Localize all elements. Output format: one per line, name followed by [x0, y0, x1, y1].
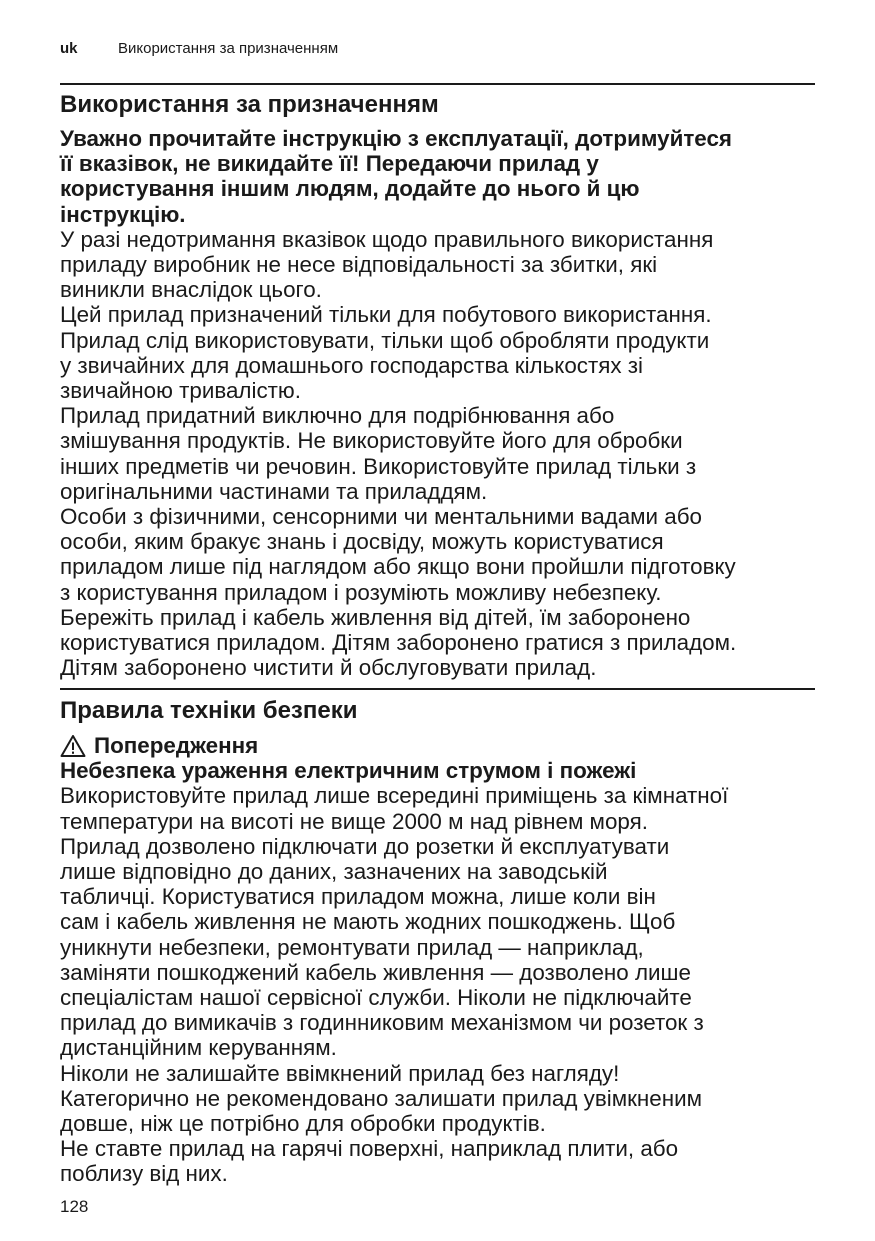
running-header: [60, 40, 338, 58]
body-paragraph: [60, 302, 820, 403]
text-line: змішування продуктів. Не використовуйте його для обробки: [60, 428, 683, 454]
text-line: користування іншим людям, додайте до нього й цю: [60, 176, 640, 202]
text-line: заміняти пошкоджений кабель живлення — дозволено лише: [60, 959, 691, 985]
text-line: Небезпека ураження електричним струмом і пожежі: [60, 758, 637, 784]
text-line: інших предметів чи речовин. Використовуйте прилад тільки з: [60, 453, 697, 479]
warning-label: Попередження: [94, 733, 259, 758]
text-line: Бережіть прилад і кабель живлення від дітей, їм заборонено: [60, 604, 691, 630]
text-line: Прилад слід використовувати, тільки щоб обробляти продукти: [60, 327, 710, 353]
text-line: поблизу від них.: [60, 1161, 228, 1187]
text-line: Прилад придатний виключно для подрібнювання або: [60, 403, 615, 429]
text-line: користуватися приладом. Дітям заборонено гратися з приладом.: [60, 630, 737, 656]
hazard-heading: [60, 758, 820, 783]
warning-triangle-icon: [60, 734, 86, 758]
text-line: Дітям заборонено чистити й обслуговувати прилад.: [60, 655, 597, 681]
text-line: у звичайних для домашнього господарства кількостях зі: [60, 352, 644, 378]
body-paragraph: [60, 783, 820, 1060]
text-line: У разі недотримання вказівок щодо правильного використання: [60, 226, 714, 252]
text-line: оригінальними частинами та приладдям.: [60, 478, 488, 504]
text-line: табличці. Користуватися приладом можна, лише коли він: [60, 884, 656, 910]
text-line: Використовуйте прилад лише всередині приміщень за кімнатної: [60, 783, 729, 809]
body-paragraph: [60, 504, 820, 680]
text-line: лише відповідно до даних, зазначених на заводській: [60, 859, 608, 884]
text-line: дистанційним керуванням.: [60, 1035, 337, 1061]
text-line: приладу виробник не несе відповідальності за збитки, які: [60, 252, 658, 278]
section-body: [60, 126, 820, 680]
text-line: уникнути небезпеки, ремонтувати прилад — наприклад,: [60, 934, 644, 960]
section-divider: [60, 688, 815, 690]
text-line: спеціалістам нашої сервісної служби. Ніколи не підключайте: [60, 985, 692, 1011]
text-line: сам і кабель живлення не мають жодних пошкоджень. Щоб: [60, 909, 676, 935]
section-divider: [60, 83, 815, 85]
text-line: Цей прилад призначений тільки для побутового використання.: [60, 302, 712, 328]
page-number: 128: [60, 1197, 89, 1216]
notice-paragraph: [60, 126, 820, 227]
body-paragraph: [60, 227, 820, 303]
language-code: uk: [60, 40, 78, 57]
body-paragraph: [60, 1061, 820, 1137]
text-line: її вказівок, не викидайте її! Передаючи прилад у: [60, 151, 599, 177]
text-line: Прилад дозволено підключати до розетки й експлуатувати: [60, 833, 670, 859]
text-line: температури на висоті не вище 2000 м над рівнем моря.: [60, 808, 648, 834]
text-line: довше, ніж це потрібно для обробки продуктів.: [60, 1111, 546, 1137]
text-line: звичайною тривалістю.: [60, 378, 301, 404]
text-line: Ніколи не залишайте ввімкнений прилад без нагляду!: [60, 1060, 620, 1086]
text-line: виникли внаслідок цього.: [60, 277, 322, 303]
text-line: Не ставте прилад на гарячі поверхні, наприклад плити, або: [60, 1136, 679, 1162]
body-paragraph: [60, 1136, 820, 1186]
text-line: прилад до вимикачів з годинниковим механізмом чи розеток з: [60, 1010, 704, 1036]
section-body: [60, 733, 820, 1187]
text-line: приладом лише під наглядом або якщо вони пройшли підготовку: [60, 554, 736, 580]
text-line: інструкцію.: [60, 201, 186, 227]
section-title: Правила техніки безпеки: [60, 697, 358, 724]
text-line: особи, яким бракує знань і досвіду, можуть користуватися: [60, 529, 664, 555]
text-line: з користування приладом і розуміють можливу небезпеку.: [60, 579, 662, 605]
text-line: Уважно прочитайте інструкцію з експлуатації, дотримуйтеся: [60, 126, 732, 151]
text-line: Категорично не рекомендовано залишати прилад увімкненим: [60, 1085, 702, 1111]
running-header-title: Використання за призначенням: [118, 40, 339, 57]
section-title: Використання за призначенням: [60, 91, 439, 118]
body-paragraph: [60, 403, 820, 504]
warning-heading: [60, 733, 820, 758]
text-line: Особи з фізичними, сенсорними чи ментальними вадами або: [60, 504, 703, 530]
